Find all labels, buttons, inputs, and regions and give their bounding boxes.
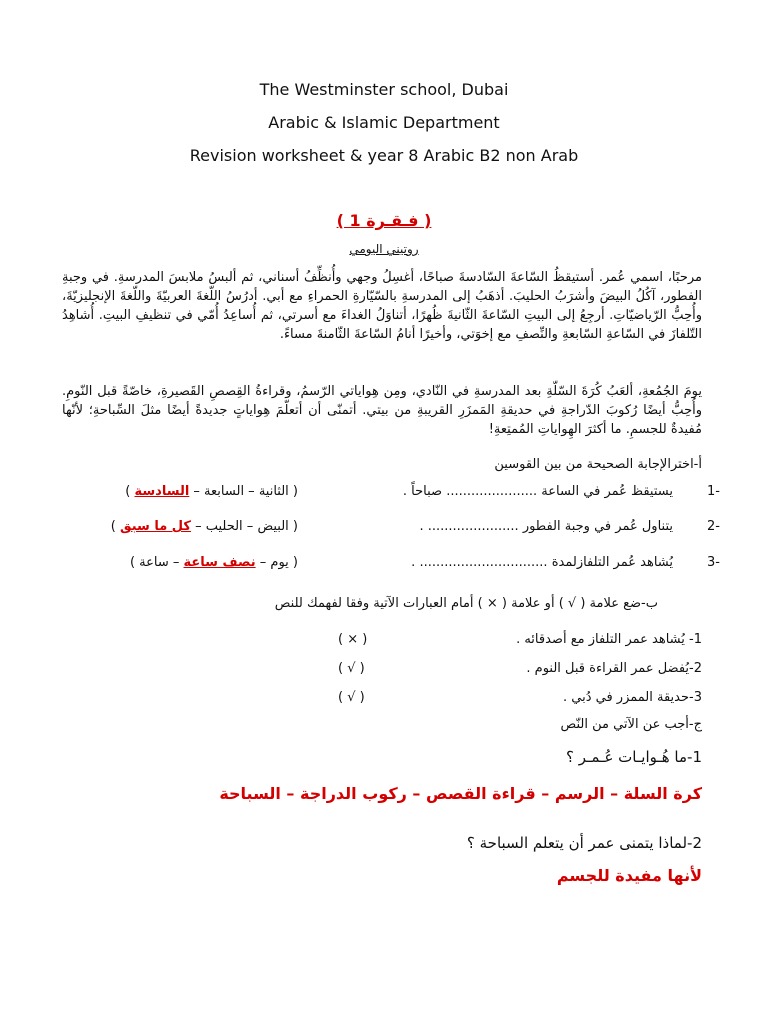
answer-options [68,555,298,570]
answer-options [68,484,298,499]
passage-paragraph-2: يومَ الجُمُعةِ، ألعَبُ كُرَةَ السّلّةِ بعد المدرسةِ في النّادي، ومِن هِواياتي الرّسمُ، وقراءةُ القِصصِ القَصيرةِ، خاصّةً قبل النّومِ. وأُحِبُّ أيضًا رُكوبَ الدّراجةِ في حديقةِ المَمزَرِ القريبةِ من بيتي. أتمنّى أن أتعلّمَ هِواياتٍ جديدةً أيضًا مثلَ السِّباحةِ؛ لأنّها مُفيدةٌ للجسمِ. ما أكثرَ الهِواياتِ المُمتِعةِ! [62,384,702,437]
answer-options [68,519,298,534]
chosen-answer: كل ما سبق [119,519,191,534]
options-post: ) [125,484,135,499]
passage-paragraph-1: مرحبًا، اسمي عُمر. أستيقظُ السّاعةَ السّادسةَ صباحًا، أغسِلُ وجهي وأُنظِّفُ أسناني، ثم ألبسُ ملابسَ المدرسةِ. في وجبةِ الفطور، آكُلُ البيضَ وأشرَبُ الحليبَ. أذهَبُ إلى المدرسةِ بالسّيّارةِ الحمراءِ مع أبي. أدرُسُ اللّغةَ العربيّةَ واللّغةَ الإنجليزيّةَ، وأُحِبُّ الرّياضيّاتِ. أرجِعُ إلى البيتِ السّاعةَ الثّانيةَ ظُهرًا، أتناوَلُ الغداءَ مع أسرتي، ثم أُساعِدُ أُمّي في تنظيفِ البيتِ. أُشاهِدُ التّلفازَ في السّاعةِ السّابعةِ والنِّصفِ مع إخوَتي، وأخيرًا أنامُ السّاعةَ الثّامنةَ مساءً. [62,270,702,342]
options-pre: ( يوم – [255,555,298,570]
section-title: ( فـقـرة 1 ) [336,211,432,230]
part-c-answer-2: لأنها مفيدة للجسم [556,866,702,885]
question-number: -3 [707,555,720,570]
part-c-instruction: ج-أجب عن الآتي من النّص [560,717,702,732]
part-c-question-2: 2-لماذا يتمنى عمر أن يتعلم السباحة ؟ [466,834,702,852]
question-stem: يتناول عُمر في وجبة الفطور [522,519,673,534]
question-number: -2 [707,519,720,534]
true-false-mark-1: ( × ) [338,632,368,647]
chosen-answer: السادسة [134,484,190,499]
part-b-instruction: ب-ضع علامة ( √ ) أو علامة ( × ) أمام العبارات الآتية وفقا لفهمك للنص [274,596,658,611]
options-pre: ( الثانية – السابعة – [189,484,298,499]
part-c-answer-1: كرة السلة – الرسم – قراءة القصص – ركوب الدراجة – السباحة [219,784,702,803]
true-false-statement-3: 3-حديقة الممزر في دُبي . [562,690,702,705]
question-end: . [411,555,416,570]
blank-dots: ...................... [427,519,519,534]
question-stem: يستيقظ عُمر في الساعة [541,484,673,499]
question-end: صباحاً . [402,484,443,499]
part-a-instruction: أ-اخترالإجابة الصحيحة من بين القوسين [494,457,702,472]
blank-dots: ............................... [419,555,548,570]
options-post: – ساعة ) [129,555,184,570]
question-text [363,555,673,570]
school-name: The Westminster school, Dubai [259,80,509,99]
true-false-mark-2: ( √ ) [338,661,365,676]
passage-subtitle: روتيني اليومي [349,242,419,256]
department-name: Arabic & Islamic Department [268,113,500,132]
worksheet-title: Revision worksheet & year 8 Arabic B2 non Arab [189,146,579,165]
question-text [363,484,673,499]
true-false-statement-1: 1- يُشاهد عمر التلفاز مع أصدقائه . [516,632,702,647]
question-number: -1 [707,484,720,499]
true-false-mark-3: ( √ ) [338,690,365,705]
question-stem: يُشاهد عُمر التلفازلمدة [551,555,673,570]
part-c-question-1: 1-ما هُـوايـات عُـمـر ؟ [566,748,702,766]
chosen-answer: نصف ساعة [183,555,256,570]
question-end: . [419,519,424,534]
question-text [363,519,673,534]
blank-dots: ...................... [446,484,538,499]
options-pre: ( البيض – الحليب – [190,519,298,534]
options-post: ) [110,519,120,534]
true-false-statement-2: 2-يُفضل عمر القراءة قبل النوم . [526,661,702,676]
